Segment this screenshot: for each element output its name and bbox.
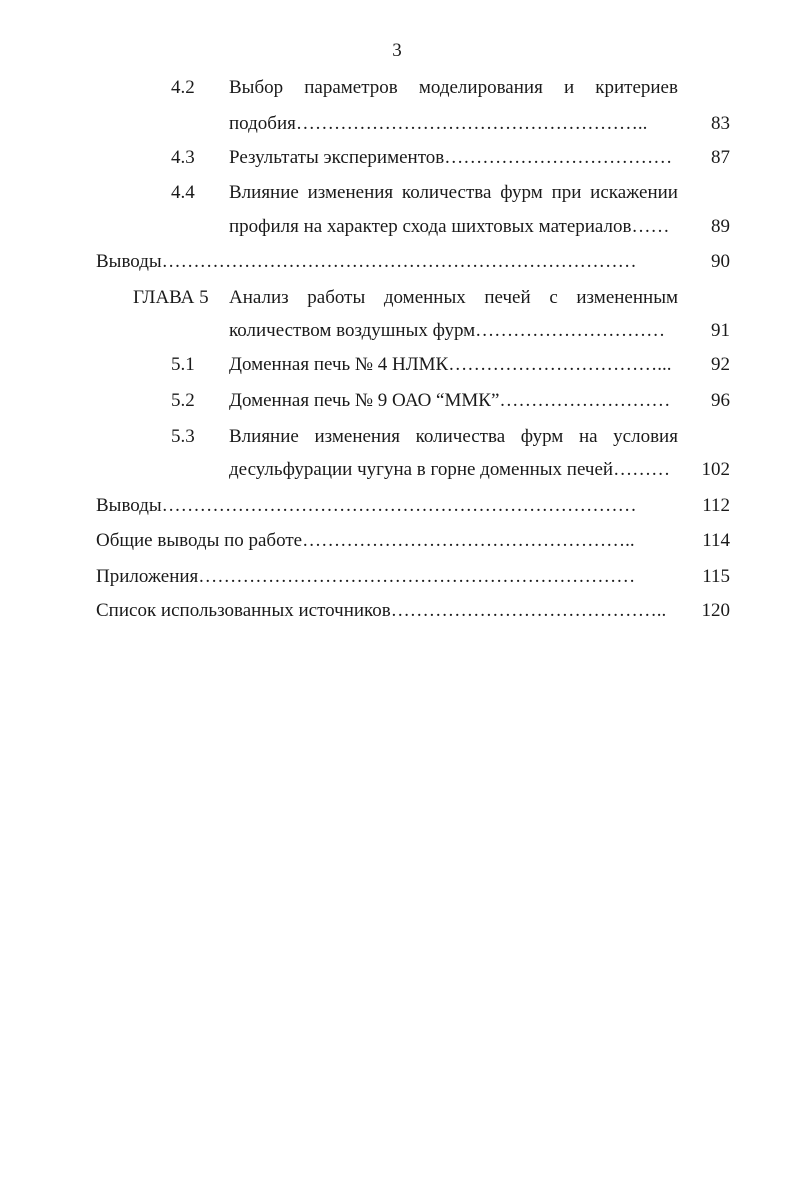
word: доменных	[383, 287, 466, 308]
toc-chapter-5-title-line1	[229, 286, 678, 310]
word: на	[578, 426, 598, 447]
word: фурм	[520, 426, 564, 447]
toc-entry-4-2-page: 83	[711, 113, 730, 134]
word: работы	[307, 287, 366, 308]
toc-entry-conclusions-1-page: 90	[711, 251, 730, 272]
toc-entry-5-3-number: 5.3	[171, 426, 195, 447]
toc-entry-5-3-page: 102	[701, 459, 730, 480]
word: печей	[484, 287, 531, 308]
toc-entry-5-1-title: Доменная печь № 4 НЛМК……………………………...	[229, 354, 672, 375]
toc-chapter-5-page: 91	[711, 320, 730, 341]
word: Влияние	[229, 426, 299, 447]
toc-entry-conclusions-1: Выводы…………………………………………………………………	[96, 251, 637, 272]
toc-entry-4-4-title-line2: профиля на характер схода шихтовых материалов……	[229, 216, 670, 237]
word: условия	[613, 426, 678, 447]
toc-entry-5-2-title: Доменная печь № 9 ОАО “ММК”………………………	[229, 390, 671, 411]
toc-entry-conclusions-2-page: 112	[702, 495, 730, 516]
toc-entry-4-3-page: 87	[711, 147, 730, 168]
toc-entry-4-2-title-line2: подобия………………………………………………..	[229, 113, 648, 134]
word: и	[563, 77, 575, 98]
toc-entry-5-3-title-line1	[229, 425, 678, 449]
toc-entry-appendices-page: 115	[702, 566, 730, 587]
word: Анализ	[229, 287, 289, 308]
word: при	[551, 182, 582, 203]
word: изменения	[307, 182, 394, 203]
word: фурм	[500, 182, 543, 203]
word: Выбор	[229, 77, 284, 98]
word: количества	[415, 426, 506, 447]
word: Влияние	[229, 182, 299, 203]
toc-entry-conclusions-2: Выводы…………………………………………………………………	[96, 495, 637, 516]
word: параметров	[304, 77, 398, 98]
toc-entry-references-page: 120	[701, 600, 730, 621]
toc-entry-4-4-title-line1	[229, 181, 678, 205]
toc-entry-5-1-page: 92	[711, 354, 730, 375]
toc-entry-5-2-page: 96	[711, 390, 730, 411]
word: изменения	[314, 426, 400, 447]
toc-entry-5-1-number: 5.1	[171, 354, 195, 375]
toc-chapter-5-title-line2: количеством воздушных фурм…………………………	[229, 320, 666, 341]
toc-entry-general-conclusions-page: 114	[702, 530, 730, 551]
page-number: 3	[392, 40, 402, 61]
word: измененным	[576, 287, 678, 308]
word: с	[549, 287, 558, 308]
toc-entry-4-3-title: Результаты экспериментов………………………………	[229, 147, 673, 168]
toc-entry-5-3-title-line2: десульфурации чугуна в горне доменных печей………	[229, 459, 671, 480]
toc-entry-general-conclusions: Общие выводы по работе……………………………………………..	[96, 530, 635, 551]
toc-entry-5-2-number: 5.2	[171, 390, 195, 411]
word: количества	[401, 182, 492, 203]
toc-entry-4-4-page: 89	[711, 216, 730, 237]
toc-entry-4-4-number: 4.4	[171, 182, 195, 203]
word: искажении	[590, 182, 678, 203]
toc-entry-4-2-number: 4.2	[171, 77, 195, 98]
word: моделирования	[418, 77, 543, 98]
toc-entry-references: Список использованных источников……………………………………..	[96, 600, 667, 621]
toc-entry-4-2-title-line1	[229, 76, 678, 100]
toc-entry-4-3-number: 4.3	[171, 147, 195, 168]
toc-chapter-5-number: ГЛАВА 5	[133, 287, 209, 308]
toc-entry-appendices: Приложения……………………………………………………………	[96, 566, 636, 587]
word: критериев	[595, 77, 678, 98]
